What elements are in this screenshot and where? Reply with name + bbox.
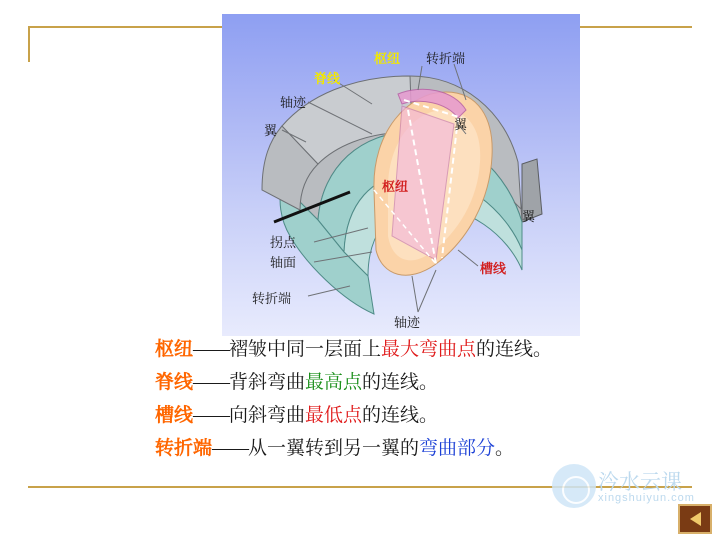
- figure-label-hinge-mid: 枢纽: [382, 179, 409, 194]
- definition-highlight-hinge: 最大弯曲点: [381, 339, 477, 360]
- definition-after-crest-line: 的连线。: [362, 372, 439, 393]
- figure-label-turning-point: 拐点: [270, 235, 297, 250]
- figure-label-inflection-top: 转折端: [426, 51, 466, 66]
- definition-inflection: [155, 439, 675, 458]
- definition-after-trough-line: 的连线。: [362, 405, 439, 426]
- definition-highlight-trough-line: 最低点: [305, 405, 363, 426]
- figure-label-axial-trace-bottom: 轴迹: [394, 315, 421, 330]
- definition-after-inflection: 。: [495, 438, 515, 459]
- figure-label-limb-mid: 翼: [454, 117, 468, 132]
- figure-label-trough-line: 槽线: [480, 261, 507, 276]
- definition-highlight-inflection: 弯曲部分: [419, 438, 496, 459]
- play-triangle-icon: [690, 512, 701, 526]
- definition-term-trough-line: 槽线: [155, 405, 194, 426]
- definition-highlight-crest-line: 最高点: [305, 372, 363, 393]
- definition-trough-line: [155, 406, 675, 425]
- definition-term-hinge: 枢纽: [155, 339, 194, 360]
- definition-before-crest-line: 背斜弯曲: [229, 372, 306, 393]
- watermark-logo-icon: [552, 464, 596, 508]
- figure-label-axial-trace-top: 轴迹: [280, 95, 307, 110]
- definition-dash-crest-line: ——: [193, 372, 230, 393]
- figure-label-inflection-bottom: 转折端: [252, 291, 292, 306]
- figure-label-limb-right: 翼: [522, 209, 536, 224]
- definition-after-hinge: 的连线。: [476, 339, 553, 360]
- fold-diagram-figure: [222, 14, 580, 336]
- definition-before-hinge: 褶皱中同一层面上: [229, 339, 382, 360]
- definition-crest-line: [155, 373, 675, 392]
- definition-before-inflection: 从一翼转到另一翼的: [248, 438, 420, 459]
- definition-term-crest-line: 脊线: [155, 372, 194, 393]
- definition-dash-hinge: ——: [193, 339, 230, 360]
- fold-diagram-svg: [222, 14, 580, 336]
- left-divider: [28, 26, 30, 62]
- watermark-title: 汵水云课: [598, 470, 682, 494]
- next-slide-button[interactable]: [678, 504, 712, 534]
- definition-before-trough-line: 向斜弯曲: [229, 405, 306, 426]
- watermark-logo-inner-ring: [562, 476, 590, 504]
- definition-dash-inflection: ——: [212, 438, 249, 459]
- figure-label-axial-plane: 轴面: [270, 255, 297, 270]
- figure-label-limb-left: 翼: [264, 123, 278, 138]
- watermark-subtitle: xingshuiyun.com: [598, 492, 695, 504]
- definition-dash-trough-line: ——: [193, 405, 230, 426]
- figure-label-crest-line: 脊线: [314, 71, 341, 86]
- definition-list: [155, 340, 675, 472]
- figure-label-hinge-top: 枢纽: [374, 51, 401, 66]
- definition-term-inflection: 转折端: [155, 438, 213, 459]
- definition-hinge: [155, 340, 675, 359]
